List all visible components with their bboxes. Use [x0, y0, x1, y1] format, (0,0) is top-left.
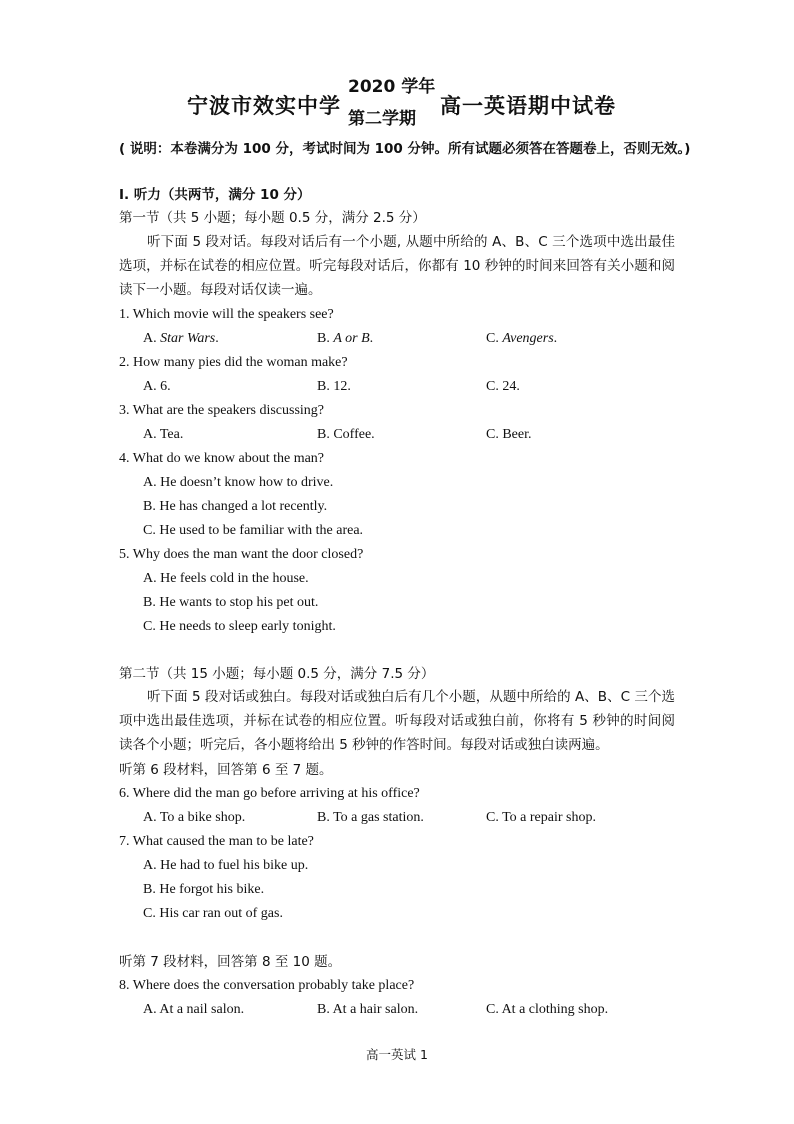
question-4-stem: 4. What do we know about the man?	[119, 451, 325, 466]
question-6-stem: 6. Where did the man go before arriving at his office?	[119, 786, 420, 801]
question-1-option-a: A. Star Wars.	[143, 331, 219, 346]
question-6-option-b: B. To a gas station.	[317, 810, 424, 825]
question-3-option-b: B. Coffee.	[317, 427, 375, 442]
instructions: ( 说明：本卷满分为 100 分，考试时间为 100 分钟。所有试题必须答在答题卷上，否则无效。)	[119, 141, 691, 157]
question-5-option-a: A. He feels cold in the house.	[143, 571, 309, 586]
question-7-stem: 7. What caused the man to be late?	[119, 834, 314, 849]
question-5-stem: 5. Why does the man want the door closed?	[119, 547, 364, 562]
exam-name: 高一英语期中试卷	[440, 94, 616, 118]
question-2-option-a: A. 6.	[143, 379, 171, 394]
material-6-instruction: 听第 6 段材料，回答第 6 至 7 题。	[119, 762, 333, 778]
exam-title	[0, 70, 794, 130]
section2-directions: 听下面 5 段对话或独白。每段对话或独白后有几个小题，从题中所给的 A、B、C 三个选项中选出最佳选项，并标在试卷的相应位置。听每段对话或独白前，你将有 5 秒钟的时间阅读各个小题；听完后，各小题将给出 5 秒钟的作答时间。每段对话或独白读两遍。	[119, 689, 675, 753]
question-8-option-a: A. At a nail salon.	[143, 1002, 245, 1017]
question-4-option-b: B. He has changed a lot recently.	[143, 499, 328, 514]
question-7-option-c: C. His car ran out of gas.	[143, 906, 283, 921]
semester: 第二学期	[348, 109, 416, 129]
part-title: I. 听力（共两节，满分 10 分）	[119, 187, 311, 203]
question-6-option-c: C. To a repair shop.	[486, 810, 596, 825]
question-8-option-b: B. At a hair salon.	[317, 1002, 419, 1017]
question-2-option-b: B. 12.	[317, 379, 351, 394]
question-3-option-a: A. Tea.	[143, 427, 184, 442]
question-6-option-a: A. To a bike shop.	[143, 810, 246, 825]
material-7-instruction: 听第 7 段材料，回答第 8 至 10 题。	[119, 954, 342, 970]
page-footer: 高一英试 1	[366, 1047, 428, 1062]
question-5-option-b: B. He wants to stop his pet out.	[143, 595, 319, 610]
question-7-option-b: B. He forgot his bike.	[143, 882, 265, 897]
question-4-option-c: C. He used to be familiar with the area.	[143, 523, 364, 538]
question-2-stem: 2. How many pies did the woman make?	[119, 355, 348, 370]
question-8-option-c: C. At a clothing shop.	[486, 1002, 609, 1017]
question-4-option-a: A. He doesn’t know how to drive.	[143, 475, 334, 490]
school-name: 宁波市效实中学	[187, 94, 341, 118]
question-5-option-c: C. He needs to sleep early tonight.	[143, 619, 336, 634]
section1-title: 第一节（共 5 小题；每小题 0.5 分，满分 2.5 分）	[119, 210, 426, 226]
question-1-option-b: B. A or B.	[317, 331, 374, 346]
question-8-stem: 8. Where does the conversation probably take place?	[119, 978, 415, 993]
question-3-stem: 3. What are the speakers discussing?	[119, 403, 325, 418]
section2-title: 第二节（共 15 小题；每小题 0.5 分，满分 7.5 分）	[119, 666, 435, 682]
question-1-option-c: C. Avengers.	[486, 331, 558, 346]
academic-year: 2020 学年	[348, 77, 436, 97]
question-7-option-a: A. He had to fuel his bike up.	[143, 858, 309, 873]
section1-directions: 听下面 5 段对话。每段对话后有一个小题, 从题中所给的 A、B、C 三个选项中选出最佳选项，并标在试卷的相应位置。听完每段对话后，你都有 10 秒钟的时间来回答有关小题和阅读下一小题。每段对话仅读一遍。	[119, 234, 675, 298]
question-2-option-c: C. 24.	[486, 379, 520, 394]
question-3-option-c: C. Beer.	[486, 427, 532, 442]
question-1-stem: 1. Which movie will the speakers see?	[119, 307, 334, 322]
